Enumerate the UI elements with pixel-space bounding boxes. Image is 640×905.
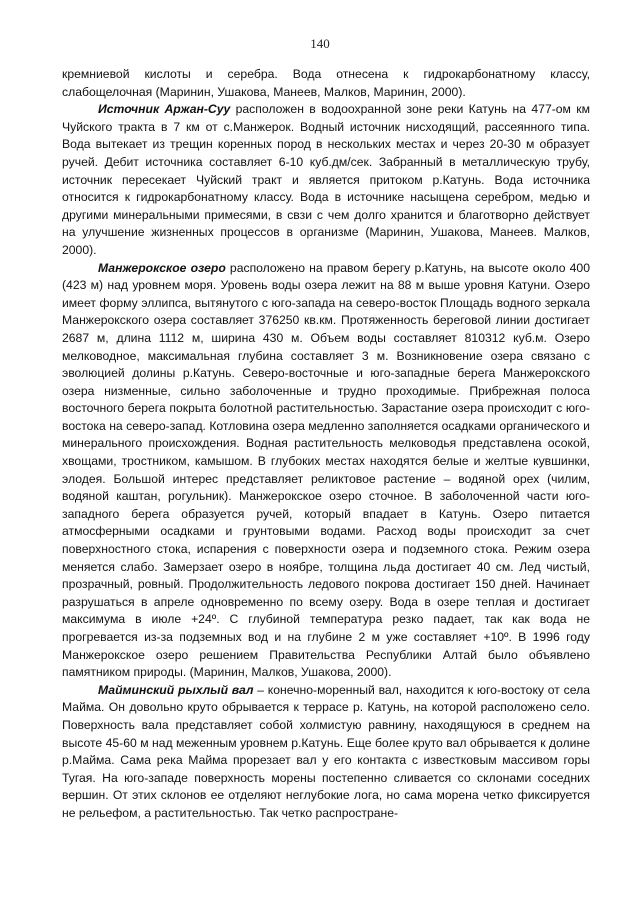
paragraph-mayma-rampart xyxy=(62,682,590,823)
paragraph-heading: Майминский рыхлый вал xyxy=(98,682,254,697)
paragraph-continuation xyxy=(62,66,590,101)
paragraph-arzhan-suu xyxy=(62,101,590,259)
paragraph-text: расположен в водоохранной зоне реки Катунь на 477-ом км Чуйского тракта в 7 км от с.Манжерок. Водный источник нисходящий, рассеянного типа. Вода вытекает из трещин коренных пород в нескольких местах и через 20-30 м образует ручей. Дебит источника составляет 6-10 куб.дм/сек. Забранный в металлическую трубу, источник пересекает Чуйский тракт и является притоком р.Катунь. Вода источника относится к гидрокарбонатному классу. Вода в источнике насыщена серебром, медью и другими минеральными примесями, в свзи с чем долго хранится и благотворно действует на улучшение жизненных процессов в организме (Маринин, Ушакова, Манеев. Малков, 2000). xyxy=(62,102,590,257)
paragraph-text: – конечно-моренный вал, находится к юго-востоку от села Майма. Он довольно круто обрывается к террасе р. Катунь, на которой расположено село. Поверхность вала представляет собой холмистую равнину, находящуюся в среднем на высоте 45-60 м над меженным уровнем р.Катунь. Еще более круто вал обрывается к долине р.Майма. Сама река Майма прорезает вал у его контакта с известковым массивом горы Тугая. На юго-западе поверхность морены постепенно сливается со склонами соседних вершин. От этих склонов ее отделяют неглубокие лога, но сама морена четко фиксируется не рельефом, а растительностью. Так четко распростране- xyxy=(62,682,590,820)
page-number: 140 xyxy=(310,36,330,51)
paragraph-text: кремниевой кислоты и серебра. Вода отнесена к гидрокарбонатному классу, слабощелочная (Маринин, Ушакова, Манеев, Малков, Маринин, 2000). xyxy=(62,67,590,99)
paragraph-manzherok-lake xyxy=(62,260,590,682)
paragraph-heading: Источник Аржан-Суу xyxy=(98,102,231,117)
paragraph-text: расположено на правом берегу р.Катунь, на высоте около 400 (423 м) над уровнем моря. Уровень воды озера лежит на 88 м выше уровня Катуни. Озеро имеет форму эллипса, вытянутого с юго-запада на северо-восток Площадь водного зеркала Манжерокского озера составляет 376250 кв.км. Протяженность береговой линии достигает 2687 м, длина 1112 м, ширина 430 м. Объем воды составляет 810312 куб.м. Озеро мелководное, максимальная глубина составляет 3 м. Возникновение озера связано с эволюцией долины р.Катунь. Северо-восточные и юго-западные берега Манжерокского озера низменные, сильно заболоченные и трудно проходимые. Прибрежная полоса восточного берега покрыта болотной растительностью. Зарастание озера происходит с юго-востока на северо-запад. Котловина озера медленно заполняется осадками органического и минерального происхождения. Водная растительность мелководья представлена осокой, хвощами, тростником, камышом. В глубоких местах находятся белые и желтые кувшинки, элодея. Большой интерес представляет реликтовое растение – водяной орех (чилим, водяной каштан, рогульник). Манжерокское озеро сточное. В заболоченной части юго-западного берега образуется ручей, который впадает в Катунь. Озеро питается атмосферными осадками и грунтовыми водами. Расход воды происходит за счет поверхностного стока, испарения с поверхности озера и подземного стока. Режим озера меняется слабо. Замерзает озеро в ноябре, толщина льда достигает 40 см. Лед чистый, прозрачный, ровный. Продолжительность ледового покрова достигает 150 дней. Начинает разрушаться в апреле одновременно по всему озеру. Вода в озере теплая и достигает максимума в июле +24º. С глубиной температура резко падает, так как вода не прогревается из-за подземных вод и на глубине 2 м уже составляет +10º. В 1996 году Манжерокское озеро решением Правительства Республики Алтай было объявлено памятником природы. (Маринин, Малков, Ушакова, 2000). xyxy=(62,260,590,680)
body-text xyxy=(62,66,590,823)
paragraph-heading: Манжерокское озеро xyxy=(98,260,226,275)
